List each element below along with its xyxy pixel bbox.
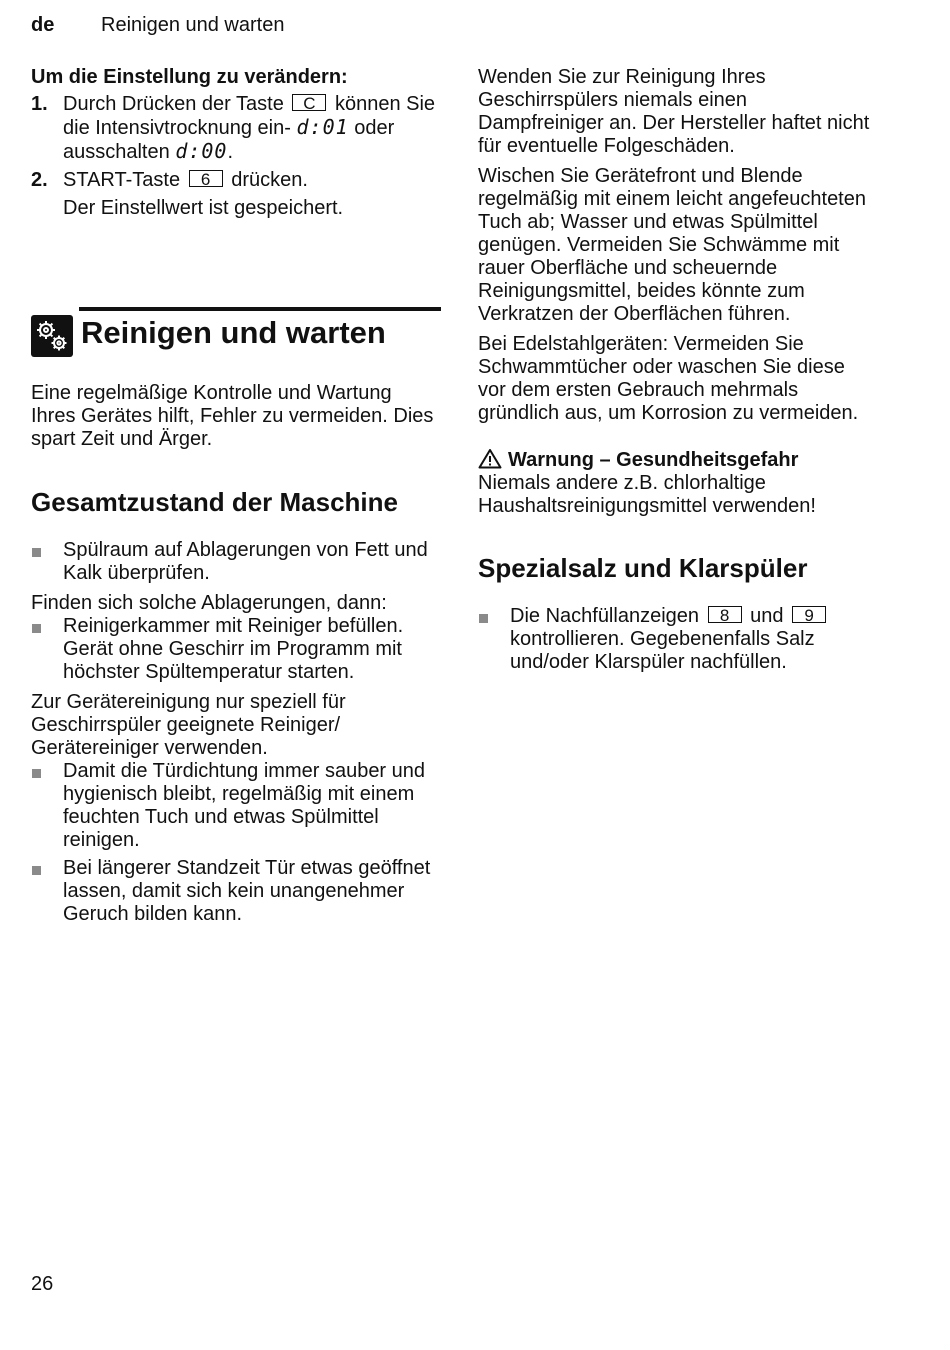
language-code: de <box>31 14 55 36</box>
step-text: Durch Drücken der Taste <box>63 93 284 115</box>
right-column <box>478 66 878 674</box>
left-column <box>31 66 441 926</box>
section-title-general-condition: Gesamtzustand der Maschine <box>31 487 398 517</box>
list-item: Damit die Türdichtung immer sauber und hygienisch bleibt, regelmäßig mit einem feuchten Tuch und etwas Spülmittel reinigen. <box>31 760 441 852</box>
header-section-title: Reinigen und warten <box>101 14 285 36</box>
settings-steps <box>31 93 441 220</box>
list-item-text: und <box>750 605 784 627</box>
warning-heading <box>478 448 878 472</box>
warning-triangle-icon <box>478 448 502 469</box>
body-text: Bei Edelstahlgeräten: Vermeiden Sie Schwammtücher oder waschen Sie diese vor dem ersten Gebrauch mehrmals gründlich aus, um Korrosion zu vermeiden. <box>478 333 859 424</box>
step-note: Der Einstellwert ist gespeichert. <box>63 197 344 219</box>
indicator-9-icon: 9 <box>792 606 826 623</box>
section-title-salt-rinse-aid: Spezialsalz und Klarspüler <box>478 553 808 583</box>
chapter-heading <box>31 307 441 353</box>
step-text: können Sie die Intensivtrocknung ein- <box>63 93 436 139</box>
step-text: START-Taste <box>63 169 181 191</box>
body-text: Wenden Sie zur Reinigung Ihres Geschirrspülers niemals einen Dampfreiniger an. Der Hersteller haftet nicht für eventuelle Folgeschäden. <box>478 66 870 157</box>
list-item: Reinigerkammer mit Reiniger befüllen. Gerät ohne Geschirr im Programm mit höchster Spültemperatur starten. <box>31 615 441 684</box>
bullet-list <box>31 760 441 926</box>
page-header <box>31 14 285 37</box>
warning-text: Niemals andere z.B. chlorhaltige Haushaltsreinigungsmittel verwenden! <box>478 472 816 517</box>
bullet-list <box>31 539 441 585</box>
step-number: 2. <box>31 169 48 191</box>
indicator-8-icon: 8 <box>708 606 742 623</box>
maintenance-gears-icon <box>31 315 73 357</box>
bullet-list <box>31 615 441 684</box>
page-number: 26 <box>31 1273 54 1295</box>
step-punctuation: . <box>227 141 234 163</box>
body-text: Finden sich solche Ablagerungen, dann: <box>31 592 387 614</box>
display-value-on: d:01 <box>296 115 349 139</box>
settings-heading: Um die Einstellung zu verändern: <box>31 66 348 88</box>
body-text: Wischen Sie Gerätefront und Blende regelmäßig mit einem leicht angefeuchteten Tuch ab; Wasser und etwas Spülmittel genügen. Vermeiden Sie Schwämme mit rauer Oberfläche und scheuernde Reinigungsmittel, beides könnte zum Verkratzen der Oberflächen führen. <box>478 165 866 325</box>
list-item: Bei längerer Standzeit Tür etwas geöffnet lassen, damit sich kein unangenehmer Geruch bilden kann. <box>31 857 441 926</box>
step-text: drücken. <box>231 169 308 191</box>
chapter-title: Reinigen und warten <box>81 315 386 350</box>
list-item-text: kontrollieren. Gegebenenfalls Salz und/oder Klarspüler nachfüllen. <box>510 628 815 673</box>
step-number: 1. <box>31 93 48 115</box>
step-text: oder ausschalten <box>63 117 395 163</box>
chapter-rule <box>79 307 441 311</box>
body-text: Zur Gerätereinigung nur speziell für Geschirrspüler geeignete Reiniger/ Gerätereiniger verwenden. <box>31 691 346 759</box>
step-2 <box>31 169 441 220</box>
list-item <box>478 605 878 674</box>
key-6-icon: 6 <box>189 170 223 187</box>
list-item: Spülraum auf Ablagerungen von Fett und Kalk überprüfen. <box>31 539 441 585</box>
key-c-icon: C <box>292 94 326 111</box>
intro-text: Eine regelmäßige Kontrolle und Wartung Ihres Gerätes hilft, Fehler zu vermeiden. Dies spart Zeit und Ärger. <box>31 382 434 450</box>
warning-title: Warnung – Gesundheitsgefahr <box>508 449 799 471</box>
display-value-off: d:00 <box>175 139 228 163</box>
step-1 <box>31 93 441 164</box>
list-item-text: Die Nachfüllanzeigen <box>510 605 700 627</box>
bullet-list <box>478 605 878 674</box>
